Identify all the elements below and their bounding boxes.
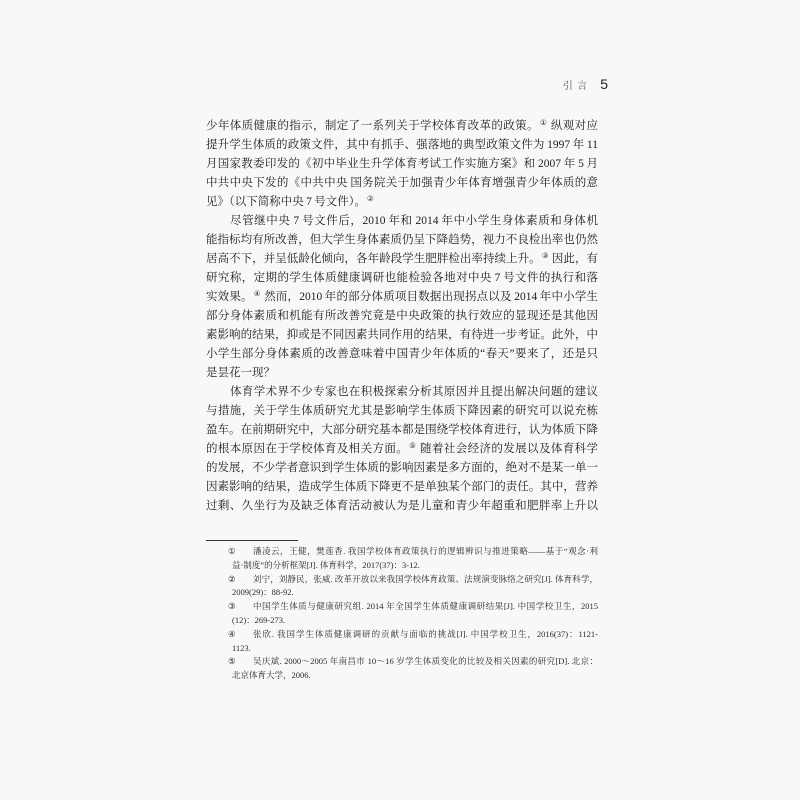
text-segment: 居高不下，并呈低龄化倾向，各年龄段学生肥胖检出率持续上升。: [206, 253, 541, 265]
footnote-line: [206, 559, 598, 573]
paragraph: [206, 212, 598, 383]
text-segment: 能指标均有所改善，但大学生身体素质仍呈下降趋势，视力不良检出率也仍然: [206, 234, 598, 246]
body-text: [206, 117, 598, 516]
text-segment: 是昙花一现？: [206, 367, 275, 379]
footnote-line: [206, 628, 598, 642]
text-line: [206, 383, 598, 402]
text-segment: 提升学生体质的政策文件，其中有抓手、强落地的典型政策文件为 1997 年 11: [206, 139, 598, 151]
footnote-marker: ④: [228, 628, 236, 639]
running-head: [556, 76, 608, 94]
text-line: [206, 345, 598, 364]
footnote-line: [206, 545, 598, 559]
footnote-line: [206, 655, 598, 669]
footnote-text: (12)：269-273.: [232, 614, 286, 625]
text-segment: 部分身体素质和机能有所改善究竟是中央政策的执行效应的显现还是其他因: [206, 310, 598, 322]
text-line: [206, 231, 598, 250]
text-line: [206, 459, 598, 478]
text-line: [206, 155, 598, 174]
text-segment: 少年体质健康的指示，制定了一系列关于学校体育改革的政策。: [206, 120, 539, 132]
footnote-text: 中国学生体质与健康研究组. 2014 年全国学生体质健康调研结果[J]. 中国学校卫生，2015: [253, 601, 598, 612]
running-head-title: 引 言: [562, 81, 589, 92]
text-line: [206, 440, 598, 459]
footnote-reference: ②: [367, 194, 374, 203]
text-segment: 研究称，定期的学生体质健康调研也能检验各地对中央 7 号文件的执行和落: [206, 272, 598, 284]
text-line: [206, 364, 598, 383]
text-line: [206, 250, 598, 269]
footnote-reference: ④: [253, 289, 261, 298]
text-line: [206, 174, 598, 193]
text-line: [206, 307, 598, 326]
footnote-reference: ③: [541, 251, 549, 260]
footnote-text: 吴庆斌. 2000～2005 年南昌市 10～16 岁学生体质变化的比较及相关因素的研究[D]. 北京：: [253, 656, 598, 667]
footnote-line: [206, 600, 598, 614]
text-segment: 然而，2010 年的部分体质项目数据出现拐点以及 2014 年中小学生: [261, 291, 599, 303]
footnote-line: [206, 573, 598, 587]
text-line: [206, 193, 598, 212]
footnote-text: 张欣. 我国学生体质健康调研的贡献与面临的挑战[J]. 中国学校卫生，2016(37)：1121-: [253, 628, 598, 639]
footnote-text: 2009(29)：88-92.: [232, 587, 294, 598]
text-segment: 因素影响的结果，造成学生体质下降更不是单独某个部门的责任。其中，营养: [206, 481, 598, 493]
text-line: [206, 212, 598, 231]
footnote-text: 益·制度”的分析框架[J]. 体育科学，2017(37)：3-12.: [232, 559, 420, 570]
footnote-line: [206, 586, 598, 600]
footnote-marker: ②: [228, 573, 236, 584]
text-line: [206, 478, 598, 497]
footnote: [206, 545, 598, 573]
text-segment: 实效果。: [206, 291, 253, 303]
footnote-marker: ⑤: [228, 656, 236, 667]
footnote-reference: ⑤: [409, 441, 417, 450]
text-line: [206, 136, 598, 155]
text-line: [206, 421, 598, 440]
text-segment: 月国家教委印发的《初中毕业生升学体育考试工作实施方案》和 2007 年 5 月: [206, 158, 598, 170]
footnote-text: 1123.: [232, 642, 251, 653]
footnote-marker: ③: [228, 601, 236, 612]
text-segment: 的根本原因在于学校体育及相关方面。: [206, 443, 409, 455]
footnote: [206, 628, 598, 656]
footnote-text: 刘宁，刘静民，张威. 改革开放以来我国学校体育政策、法规演变脉络之研究[J]. 体育科学，: [253, 573, 598, 584]
text-line: [206, 497, 598, 516]
footnote-text: 北京体育大学，2006.: [232, 670, 311, 681]
footnotes: [206, 545, 598, 683]
footnote-line: [206, 614, 598, 628]
text-line: [206, 402, 598, 421]
footnote: [206, 600, 598, 628]
text-segment: 中共中央下发的《中共中央 国务院关于加强青少年体育增强青少年体质的意: [206, 177, 598, 189]
text-segment: 纵观对应: [548, 120, 598, 132]
text-segment: 过剩、久坐行为及缺乏体育活动被认为是儿童和青少年超重和肥胖率上升以: [206, 500, 598, 512]
footnote-reference: ①: [539, 118, 548, 127]
footnote-separator: [206, 540, 298, 541]
text-line: [206, 269, 598, 288]
text-segment: 尽管继中央 7 号文件后，2010 年和 2014 年中小学生身体素质和身体机: [230, 215, 598, 227]
paragraph: [206, 117, 598, 212]
text-segment: 盈车。在前期研究中，大部分研究基本都是围绕学校体育进行，认为体质下降: [206, 424, 598, 436]
footnote: [206, 655, 598, 683]
footnote-marker: ①: [228, 546, 236, 556]
page-number: 5: [600, 76, 608, 92]
text-segment: 随着社会经济的发展以及体育科学: [417, 443, 598, 455]
footnote-line: [206, 669, 598, 683]
text-segment: 体育学术界不少专家也在积极探索分析其原因并且提出解决问题的建议: [230, 386, 598, 398]
text-segment: 素影响的结果，抑或是不同因素共同作用的结果，有待进一步考证。此外，中: [206, 329, 598, 341]
paragraph: [206, 383, 598, 516]
footnote-line: [206, 642, 598, 656]
text-segment: 小学生部分身体素质的改善意味着中国青少年体质的“春天”要来了，还是只: [206, 348, 598, 360]
text-line: [206, 117, 598, 136]
text-segment: 的发展，不少学者意识到学生体质的影响因素是多方面的，绝对不是某一单一: [206, 462, 598, 474]
text-segment: 与措施，关于学生体质研究尤其是影响学生体质下降因素的研究可以说充栋: [206, 405, 598, 417]
text-segment: 因此，有: [549, 253, 598, 265]
footnote-text: 潘凌云，王健，樊莲香. 我国学校体育政策执行的逻辑辨识与推进策略——基于“观念·利: [253, 546, 598, 556]
text-line: [206, 288, 598, 307]
footnote: [206, 573, 598, 601]
text-line: [206, 326, 598, 345]
text-segment: 见》（以下简称中央 7 号文件）。: [206, 196, 366, 208]
